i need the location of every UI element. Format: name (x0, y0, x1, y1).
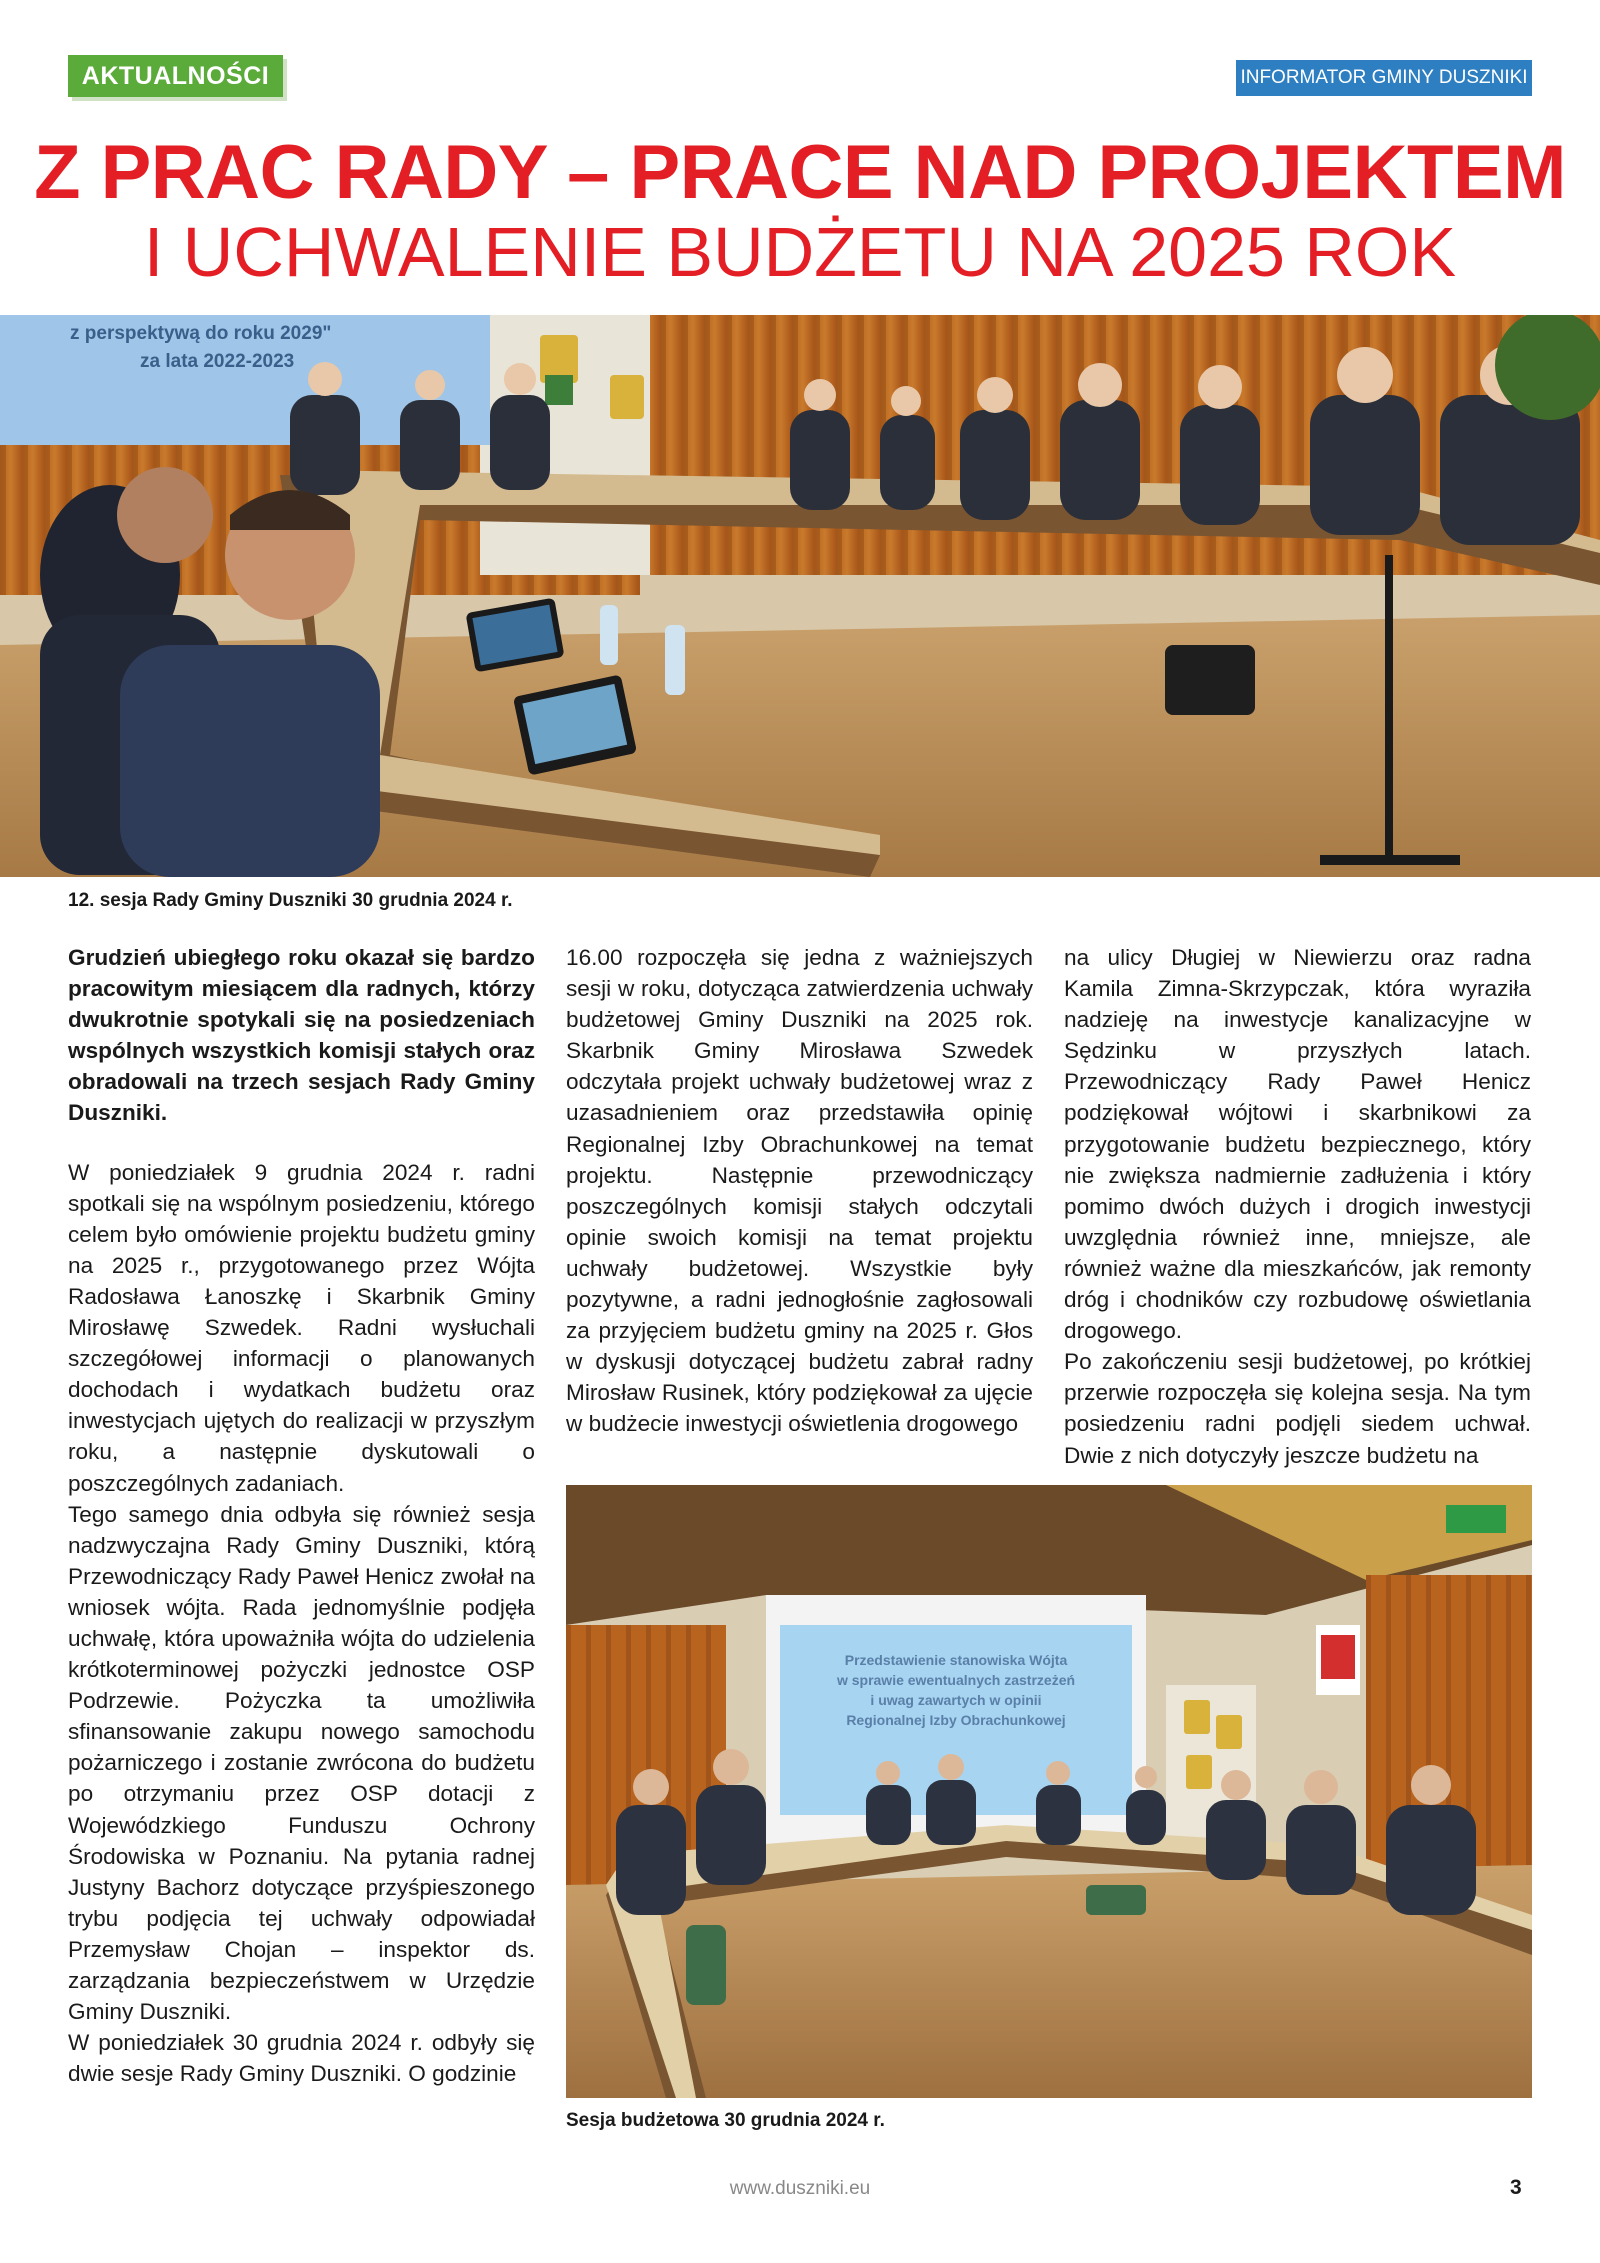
screen-line-1: Przedstawienie stanowiska Wójta (844, 1652, 1068, 1668)
budget-session-photo (566, 1485, 1532, 2098)
article-paragraph: W poniedziałek 9 grudnia 2024 r. radni spotkali się na wspólnym posiedzeniu, którego celem było omówienie projektu budżetu gminy na 2025 r., przygotowanego przez Wójta Radosława Łanoszkę i Skarbnik Gminy Mirosławę Szwedek. Radni wysłuchali szczegółowej informacji o planowanych dochodach i wydatkach budżetu oraz inwestycjach ujętych do realizacji w przyszłym roku, a następnie dyskutowali o poszczególnych zadaniach. (68, 1159, 535, 1496)
article-paragraph: na ulicy Długiej w Niewierzu oraz radna Kamila Zimna-Skrzypczak, która wyraziła nadzieję na inwestycje kanalizacyjne w Sędzinku w przyszłych latach. Przewodniczący Rady Paweł Henicz podziękował wójtowi i skarbnikowi za przygotowanie budżetu bezpiecznego, który nie zwiększa nadmiernie zadłużenia i który pomimo dwóch dużych i drogich inwestycji uwzględnia również inne, mniejsze, ale również ważne dla mieszkańców, jak remonty dróg i chodników czy rozbudowę oświetlania drogowego. (1064, 945, 1531, 1344)
article-column-2 (566, 942, 1033, 1440)
screen-line-3: i uwag zawartych w opinii (870, 1692, 1042, 1708)
screen-line-2: w sprawie ewentualnych zastrzeżeń (836, 1672, 1076, 1688)
article-paragraph: Tego samego dnia odbyła się również sesja nadzwyczajna Rady Gminy Duszniki, którą Przewodniczący Rady Paweł Henicz zwołał na wniosek wójta. Rada jednomyślnie podjęła uchwałę, która upoważniła wójta do udzielenia krótkoterminowej pożyczki jednostce OSP Podrzewie. Pożyczka ta umożliwiła sfinansowanie zakupu nowego samochodu pożarniczego i zostanie zwrócona do budżetu po otrzymaniu przez OSP dotacji z Wojewódzkiego Funduszu Ochrony Środowiska w Poznaniu. Na pytania radnej Justyny Bachorz dotyczące przyśpieszonego trybu podjęcia tej uchwały odpowiadał Przemysław Chojan – inspektor ds. zarządzania bezpieczeństwem w Urzędzie Gminy Duszniki. (68, 1501, 535, 2025)
screen-line-4: Regionalnej Izby Obrachunkowej (846, 1712, 1066, 1728)
photo-caption-2: Sesja budżetowa 30 grudnia 2024 r. (566, 2110, 885, 2131)
page-number: 3 (1510, 2176, 1522, 2199)
footer-url[interactable]: www.duszniki.eu (729, 2178, 871, 2199)
article-lead: Grudzień ubiegłego roku okazał się bardzo pracowitym miesiącem dla radnych, którzy dwukrotnie spotykali się na posiedzeniach wspólnych wszystkich komisji stałych oraz obradowali na trzech sesjach Rady Gminy Duszniki. (68, 945, 535, 1126)
headline-line-2: I UCHWALENIE BUDŻETU NA 2025 ROK (143, 213, 1457, 291)
section-tag: AKTUALNOŚCI (68, 55, 283, 97)
article-paragraph: 16.00 rozpoczęła się jedna z ważniejszych sesji w roku, dotycząca zatwierdzenia uchwały budżetowej Gminy Duszniki na 2025 rok. Skarbnik Gminy Mirosława Szwedek odczytała projekt uchwały budżetowej wraz z uzasadnieniem oraz przedstawiła opinię Regionalnej Izby Obrachunkowej na temat projektu. Następnie przewodniczący poszczególnych komisji stałych odczytali opinie swoich komisji na temat projektu uchwały budżetowej. Wszystkie były pozytywne, a radni jednogłośnie zagłosowali za przyjęciem budżetu gminy na 2025 r. Głos w dyskusji dotyczącej budżetu zabrał radny Mirosław Rusinek, który podziękował za ujęcie w budżecie inwestycji oświetlenia drogowego (566, 945, 1033, 1437)
screen-text-1: z perspektywą do roku 2029" (70, 323, 332, 344)
photo-caption-1: 12. sesja Rady Gminy Duszniki 30 grudnia 2024 r. (68, 890, 513, 911)
article-column-3 (1064, 942, 1531, 1471)
article-paragraph: W poniedziałek 30 grudnia 2024 r. odbyły się dwie sesje Rady Gminy Duszniki. O godzinie (68, 2030, 535, 2087)
headline-line-1: Z PRAC RADY – PRACE NAD PROJEKTEM (34, 130, 1566, 215)
article-column-1 (68, 942, 535, 2089)
publication-name: INFORMATOR GMINY DUSZNIKI (1236, 60, 1532, 96)
screen-text-2: za lata 2022-2023 (140, 351, 295, 372)
council-session-photo (0, 315, 1600, 877)
article-paragraph: Po zakończeniu sesji budżetowej, po krótkiej przerwie rozpoczęła się kolejna sesja. Na tym posiedzeniu radni podjęli siedem uchwał. Dwie z nich dotyczyły jeszcze budżetu na (1064, 1349, 1531, 1468)
